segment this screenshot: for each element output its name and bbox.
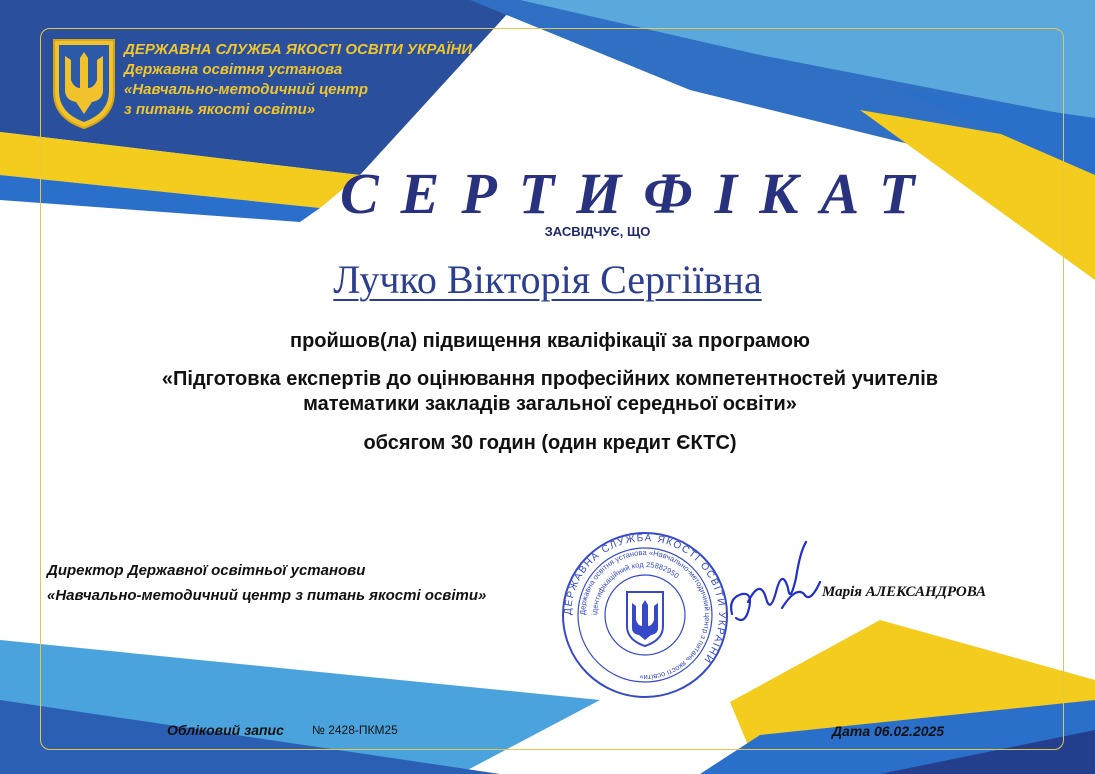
director-block bbox=[47, 558, 486, 608]
organization-line2: Державна освітня установа bbox=[124, 61, 343, 78]
organization-block bbox=[124, 40, 472, 120]
organization-line3: «Навчально-методичний центр bbox=[124, 81, 369, 98]
record-number: № 2428-ПКМ25 bbox=[312, 723, 398, 737]
volume-text: обсягом 30 годин (один кредит ЄКТС) bbox=[363, 432, 737, 454]
signature bbox=[726, 538, 826, 638]
organization-line1: ДЕРЖАВНА СЛУЖБА ЯКОСТІ ОСВІТИ УКРАЇНИ bbox=[124, 41, 472, 58]
seal-inner-text: Державна освітня установа «Навчально-методичний центр з питань якості освіти» bbox=[577, 547, 713, 683]
recipient-name: Лучко Вікторія Сергіївна bbox=[333, 257, 762, 302]
record-label: Обліковий запис bbox=[167, 722, 284, 738]
official-seal bbox=[560, 530, 730, 700]
trident-emblem-icon bbox=[48, 36, 120, 130]
certificate-title: СЕРТИФІКАТ bbox=[340, 161, 937, 226]
organization-line4: з питань якості освіти» bbox=[124, 101, 316, 118]
director-position-line2: «Навчально-методичний центр з питань якості освіти» bbox=[47, 587, 487, 604]
director-position-line1: Директор Державної освітньої установи bbox=[47, 562, 366, 579]
issue-date: Дата 06.02.2025 bbox=[832, 723, 945, 739]
seal-code-text: ідентифікаційний код 25882950 bbox=[589, 559, 681, 616]
completed-text: пройшов(ла) підвищення кваліфікації за програмою bbox=[289, 330, 811, 352]
signatory-name: Марія АЛЕКСАНДРОВА bbox=[822, 584, 987, 600]
seal-outer-text: ДЕРЖАВНА СЛУЖБА ЯКОСТІ ОСВІТИ УКРАЇНИ bbox=[562, 532, 728, 666]
program-line2: математики закладів загальної середньої освіти» bbox=[303, 393, 797, 415]
program-line1: «Підготовка експертів до оцінювання професійних компетентностей учителів bbox=[161, 368, 939, 390]
certifies-text: ЗАСВІДЧУЄ, ЩО bbox=[544, 224, 651, 239]
